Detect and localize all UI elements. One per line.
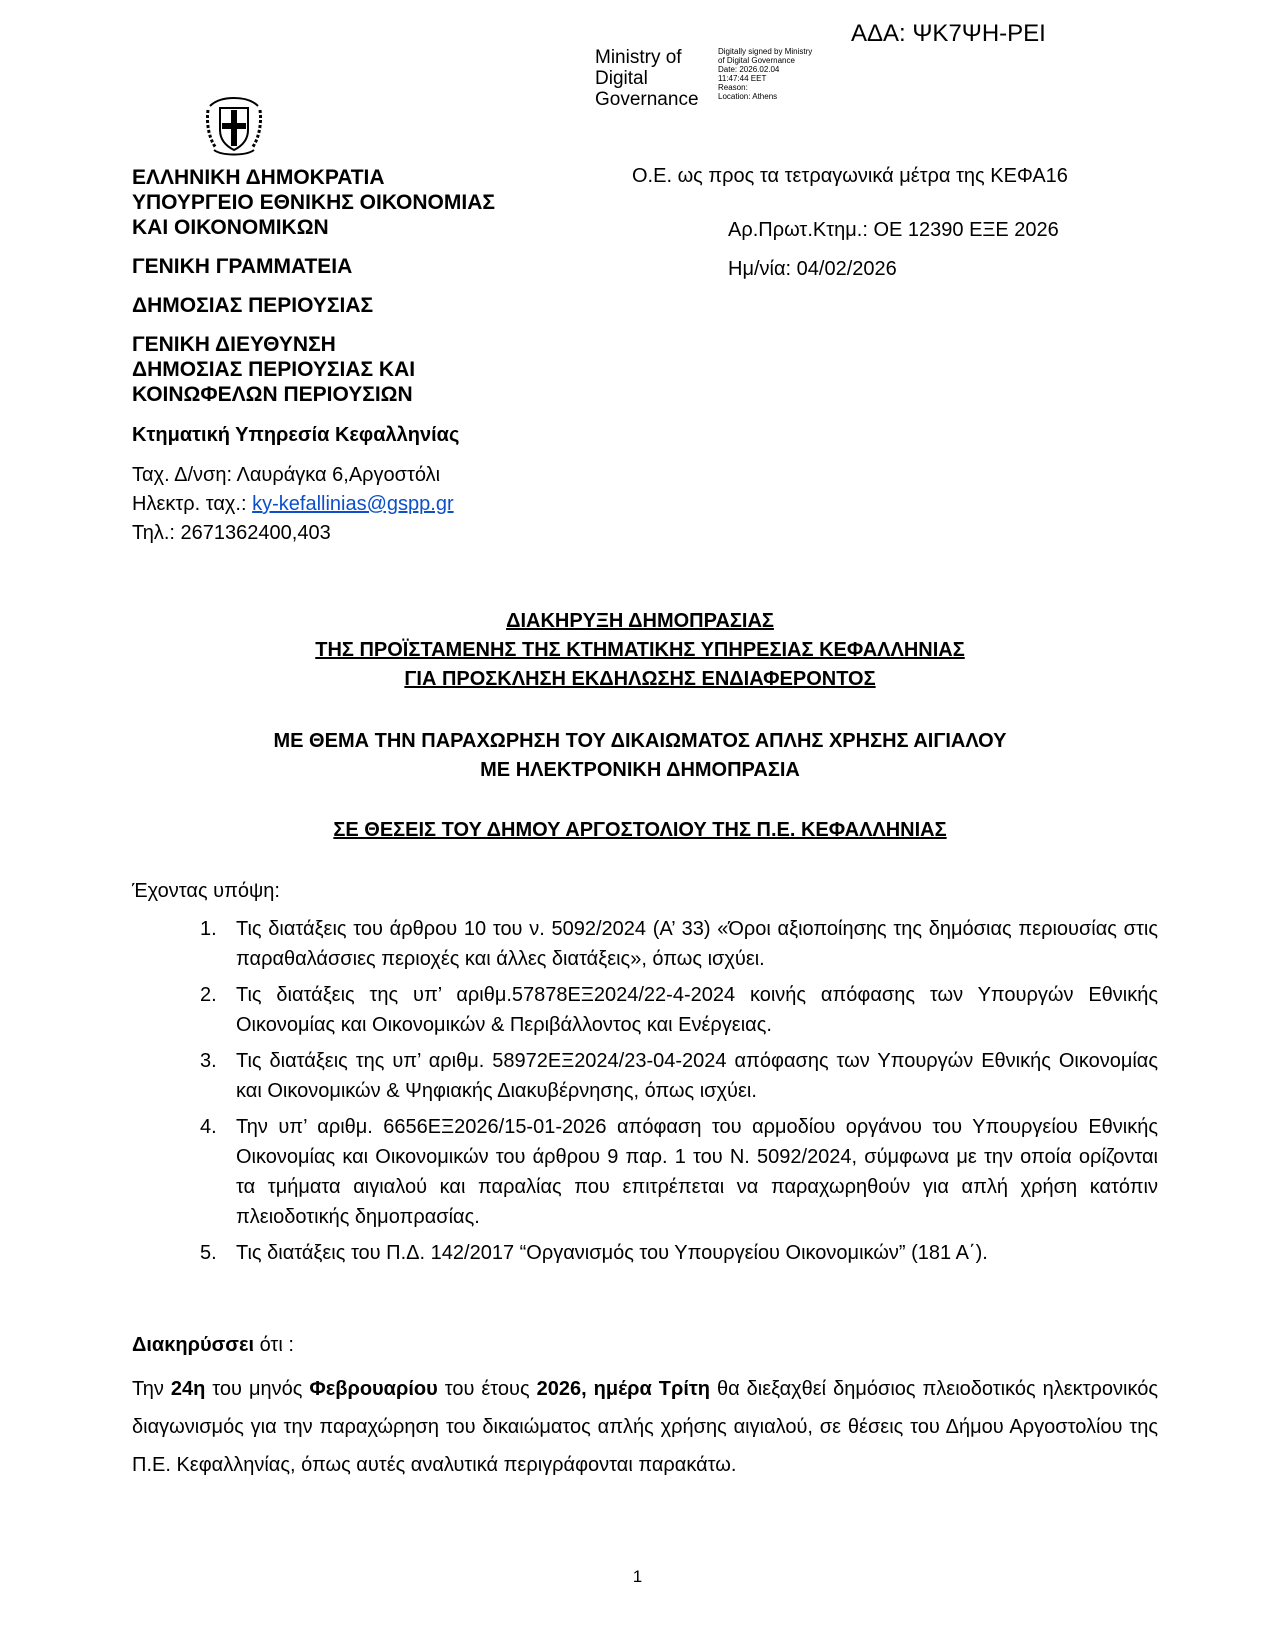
document-date: Ημ/νία: 04/02/2026 [728, 258, 897, 280]
address: Ταχ. Δ/νση: Λαυράγκα 6,Αργοστόλι [132, 464, 441, 486]
declaration-heading: Διακηρύσσει ότι : [132, 1334, 294, 1356]
contact-info [132, 461, 602, 548]
page-number: 1 [632, 1567, 643, 1586]
list-item: 5. Τις διατάξεις του Π.Δ. 142/2017 “Οργανισμός του Υπουργείου Οικονομικών” (181 Α΄). [200, 1242, 988, 1264]
intro-text: Έχοντας υπόψη: [132, 880, 280, 902]
list-item: 3. Τις διατάξεις της υπ’ αριθμ. 58972ΕΞ2024/23-04-2024 απόφασης των Υπουργών Εθνικής Οικονομίας και Οικονομικών & Ψηφιακής Διακυβέρνησης, όπως ισχύει. [200, 1050, 1158, 1102]
considerations-list [200, 914, 1158, 1274]
phone: Τηλ.: 2671362400,403 [132, 522, 331, 544]
auction-paragraph: Την 24η του μηνός Φεβρουαρίου του έτους 2026, ημέρα Τρίτη θα διεξαχθεί δημόσιος πλειοδοτικός ηλεκτρονικός διαγωνισμός για την παραχώρηση του δικαιώματος απλής χρήσης αιγιαλού, σε θέσεις του Δήμου Αργοστολίου της Π.Ε. Κεφαλληνίας, όπως αυτές αναλυτικά περιγράφονται παρακάτω. [132, 1378, 1158, 1476]
service-name: Κτηματική Υπηρεσία Κεφαλληνίας [132, 424, 460, 446]
title-block-2: ΜΕ ΘΕΜΑ ΤΗΝ ΠΑΡΑΧΩΡΗΣΗ ΤΟΥ ΔΙΚΑΙΩΜΑΤΟΣ ΑΠΛΗΣ ΧΡΗΣΗΣ ΑΙΓΙΑΛΟΥ ΜΕ ΗΛΕΚΤΡΟΝΙΚΗ ΔΗΜΟΠΡΑΣΙΑ [273, 730, 1007, 781]
list-item: 2. Τις διατάξεις της υπ’ αριθμ.57878ΕΞ2024/22-4-2024 κοινής απόφασης των Υπουργών Εθνικής Οικονομίας και Οικονομικών & Περιβάλλοντος και Ενέργειας. [200, 984, 1158, 1036]
title-block-3: ΣΕ ΘΕΣΕΙΣ ΤΟΥ ΔΗΜΟΥ ΑΡΓΟΣΤΟΛΙΟΥ ΤΗΣ Π.Ε. ΚΕΦΑΛΛΗΝΙΑΣ [333, 819, 947, 841]
protocol-number: Αρ.Πρωτ.Κτημ.: ΟΕ 12390 ΕΞΕ 2026 [728, 219, 1059, 241]
signature-details: Digitally signed by Ministry of Digital Governance Date: 2026.02.04 11:47:44 EET Reason: Location: Athens [718, 47, 813, 101]
email-line: Ηλεκτρ. ταχ.: ky-kefallinias@gspp.gr [132, 493, 454, 515]
ada-code: ΑΔΑ: ΨΚ7ΨΗ-ΡΕΙ [851, 20, 1046, 47]
issuing-authority: ΕΛΛΗΝΙΚΗ ΔΗΜΟΚΡΑΤΙΑ ΥΠΟΥΡΓΕΙΟ ΕΘΝΙΚΗΣ ΟΙΚΟΝΟΜΙΑΣ ΚΑΙ ΟΙΚΟΝΟΜΙΚΩΝ ΓΕΝΙΚΗ ΓΡΑΜΜΑΤΕΙΑ ΔΗΜΟΣΙΑΣ ΠΕΡΙΟΥΣΙΑΣ ΓΕΝΙΚΗ ΔΙΕΥΘΥΝΣΗ ΔΗΜΟΣΙΑΣ ΠΕΡΙΟΥΣΙΑΣ ΚΑΙ ΚΟΙΝΩΦΕΛΩΝ ΠΕΡΙΟΥΣΙΩΝ Κτηματική Υπηρεσία Κεφαλληνίας Ταχ. Δ/νση: Λαυράγκα 6,Αργοστόλι Ηλεκτρ. ταχ.: ky-kefallinias@gspp.gr Τηλ.: 2671362400,403 [132, 165, 602, 548]
list-item: 4. Την υπ’ αριθμ. 6656ΕΞ2026/15-01-2026 απόφαση του αρμοδίου οργάνου του Υπουργείου Εθνικής Οικονομίας και Οικονομικών του άρθρου 9 παρ. 1 του Ν. 5092/2024, σύμφωνα με την οποία ορίζονται τα τμήματα αιγιαλού και παραλίας που επιτρέπεται να παραχωρηθούν για απλή χρήση κατόπιν πλειοδοτικής δημοπρασίας. [200, 1116, 1158, 1228]
title-block-1: ΔΙΑΚΗΡΥΞΗ ΔΗΜΟΠΡΑΣΙΑΣ ΤΗΣ ΠΡΟΪΣΤΑΜΕΝΗΣ ΤΗΣ ΚΤΗΜΑΤΙΚΗΣ ΥΠΗΡΕΣΙΑΣ ΚΕΦΑΛΛΗΝΙΑΣ ΓΙΑ ΠΡΟΣΚΛΗΣΗ ΕΚΔΗΛΩΣΗΣ ΕΝΔΙΑΦΕΡΟΝΤΟΣ [315, 610, 965, 690]
email-link[interactable]: ky-kefallinias@gspp.gr [252, 493, 454, 515]
subject-reference: Ο.Ε. ως προς τα τετραγωνικά μέτρα της ΚΕΦΑ16 [632, 165, 1068, 187]
signature-organization: Ministry of Digital Governance [595, 47, 699, 110]
list-item: 1. Τις διατάξεις του άρθρου 10 του ν. 5092/2024 (Α’ 33) «Όροι αξιοποίησης της δημόσιας περιουσίας στις παραθαλάσσιες περιοχές και άλλες διατάξεις», όπως ισχύει. [200, 918, 1158, 970]
greek-coat-of-arms-icon [202, 96, 266, 158]
